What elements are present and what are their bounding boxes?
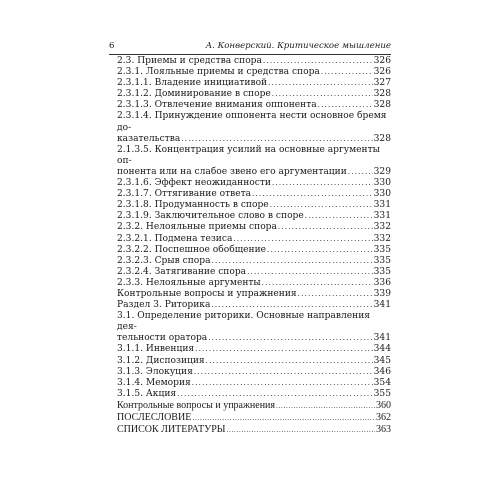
toc-entry [117,245,391,256]
toc-entry [117,412,391,424]
dot-leader [212,256,373,267]
toc-entry-page: 331 [373,200,391,211]
dot-leader [195,344,373,355]
toc-entry-title: 3.1.5. Акция [117,388,177,399]
dot-leader [194,367,373,378]
toc-entry-page: 339 [373,288,391,299]
toc-entry-title-line1: 2.1.3.5. Концентрация усилий на основные аргументы оп- [117,144,380,166]
toc-entry-title: 3.1.3. Элокуция [117,366,193,377]
dot-leader [272,89,373,100]
toc-entry [117,200,391,211]
toc-entry [117,100,391,111]
toc-entry-title-line2: тельности оратора [117,333,208,344]
dot-leader [276,400,375,412]
toc-entry [117,367,391,378]
toc-entry-title: СПИСОК ЛИТЕРАТУРЫ [117,424,226,436]
toc-entry-page: 341 [373,333,391,344]
toc-entry-title: 2.3.3. Нелояльные аргументы [117,277,261,288]
toc-entry-title: ПОСЛЕСЛОВИЕ [117,412,192,423]
toc-entry [117,267,391,278]
toc-entry-title: 2.3.1.6. Эффект неожиданности [117,178,271,189]
toc-entry-page: 335 [373,255,391,266]
toc-entry-title-line1: 3.1. Определение риторики. Основные направления дея- [117,311,370,333]
toc-entry-title: 3.1.2. Диспозиция [117,355,205,366]
table-of-contents [117,56,391,436]
toc-entry [117,300,391,311]
toc-entry-page: 346 [373,366,391,377]
toc-entry-title: 2.3.1.9. Заключительное слово в споре [117,211,304,222]
toc-entry-title: 2.3.1.3. Отвлечение внимания оппонента [117,100,317,111]
toc-entry [117,389,391,400]
toc-entry-page: 336 [373,277,391,288]
dot-leader [262,278,373,289]
toc-entry [117,278,391,289]
dot-leader [211,300,372,311]
dot-leader [206,356,373,367]
dot-leader [267,245,373,256]
dot-leader [252,189,373,200]
toc-entry-page: 332 [373,233,391,244]
toc-entry-continuation [117,134,391,145]
toc-entry-page: 328 [373,100,391,111]
toc-entry-page: 345 [373,355,391,366]
toc-entry [117,189,391,200]
toc-entry-title: Контрольные вопросы и упражнения [117,399,275,411]
toc-entry-title: 2.3. Приемы и средства спора [117,56,262,66]
toc-entry-title: 2.3.1. Лояльные приемы и средства спора [117,67,320,78]
toc-entry [117,211,391,222]
toc-entry-title: 2.3.1.2. Доминирование в споре [117,89,271,100]
toc-entry-page: 355 [373,388,391,399]
toc-entry-page: 330 [373,189,391,200]
toc-entry [117,424,391,436]
dot-leader [247,267,373,278]
dot-leader [192,378,373,389]
toc-entry-page: 344 [373,344,391,355]
toc-entry-page: 327 [373,78,391,89]
dot-leader [298,289,373,300]
dot-leader [348,167,373,178]
dot-leader [272,178,373,189]
toc-entry-continuation [117,167,391,178]
dot-leader [233,234,372,245]
toc-entry-multiline [117,145,391,178]
dot-leader [318,100,373,111]
dot-leader [181,134,372,145]
dot-leader [278,222,373,233]
page-number: 6 [109,41,115,51]
toc-entry-title: 2.3.2.2. Поспешное обобщение [117,244,267,255]
toc-entry-page: 335 [373,244,391,255]
toc-entry-title-line2: понента или на слабое звено его аргументации [117,166,347,177]
toc-entry-title: 2.3.2.4. Затягивание спора [117,266,247,277]
toc-entry-page: 363 [376,424,391,436]
dot-leader [268,78,373,89]
toc-entry-page: 362 [376,412,391,423]
toc-entry-page: 332 [373,222,391,233]
toc-entry-page: 328 [373,89,391,100]
dot-leader [263,56,373,67]
toc-entry-page: 326 [373,56,391,66]
toc-entry-page: 329 [373,166,391,177]
toc-entry-multiline [117,311,391,344]
dot-leader [227,424,376,436]
toc-entry-title: Контрольные вопросы и упражнения [117,288,297,299]
running-header [109,40,391,55]
toc-entry [117,344,391,355]
toc-entry [117,289,391,300]
toc-entry [117,400,391,412]
toc-entry-page: 354 [373,377,391,388]
toc-entry-title: 2.3.1.7. Оттягивание ответа [117,189,252,200]
dot-leader [305,211,373,222]
toc-entry [117,356,391,367]
toc-entry [117,56,391,67]
toc-entry [117,234,391,245]
toc-entry-title: 2.3.1.1. Владение инициативой [117,78,268,89]
toc-entry-page: 330 [373,178,391,189]
toc-entry-page: 335 [373,266,391,277]
toc-entry-title-line2: казательства [117,133,181,144]
toc-entry [117,89,391,100]
toc-entry-title-line1: 2.3.1.4. Принуждение оппонента нести основное бремя до- [117,111,387,133]
toc-entry-title: 3.1.4. Мемория [117,377,191,388]
toc-entry-page: 326 [373,67,391,78]
toc-entry [117,78,391,89]
dot-leader [321,67,373,78]
toc-entry-title: 2.3.1.8. Продуманность в споре [117,200,269,211]
toc-entry-page: 328 [373,133,391,144]
toc-entry-multiline [117,111,391,144]
toc-entry [117,378,391,389]
toc-entry-page: 360 [376,399,391,411]
dot-leader [270,200,373,211]
dot-leader [208,333,372,344]
toc-entry-title: 3.1.1. Инвенция [117,344,195,355]
toc-entry-title: 2.3.2. Нелояльные приемы спора [117,222,277,233]
toc-entry-page: 331 [373,211,391,222]
toc-entry [117,222,391,233]
dot-leader [177,389,373,400]
toc-entry-continuation [117,333,391,344]
toc-entry-title: Раздел 3. Риторика [117,300,211,311]
running-title: А. Конверский. Критическое мышление [205,41,391,51]
toc-entry-title: 2.3.2.1. Подмена тезиса [117,233,233,244]
toc-entry-page: 341 [373,300,391,311]
toc-entry [117,256,391,267]
toc-entry-title: 2.3.2.3. Срыв спора [117,255,211,266]
toc-entry [117,67,391,78]
dot-leader [192,412,375,424]
toc-entry [117,178,391,189]
